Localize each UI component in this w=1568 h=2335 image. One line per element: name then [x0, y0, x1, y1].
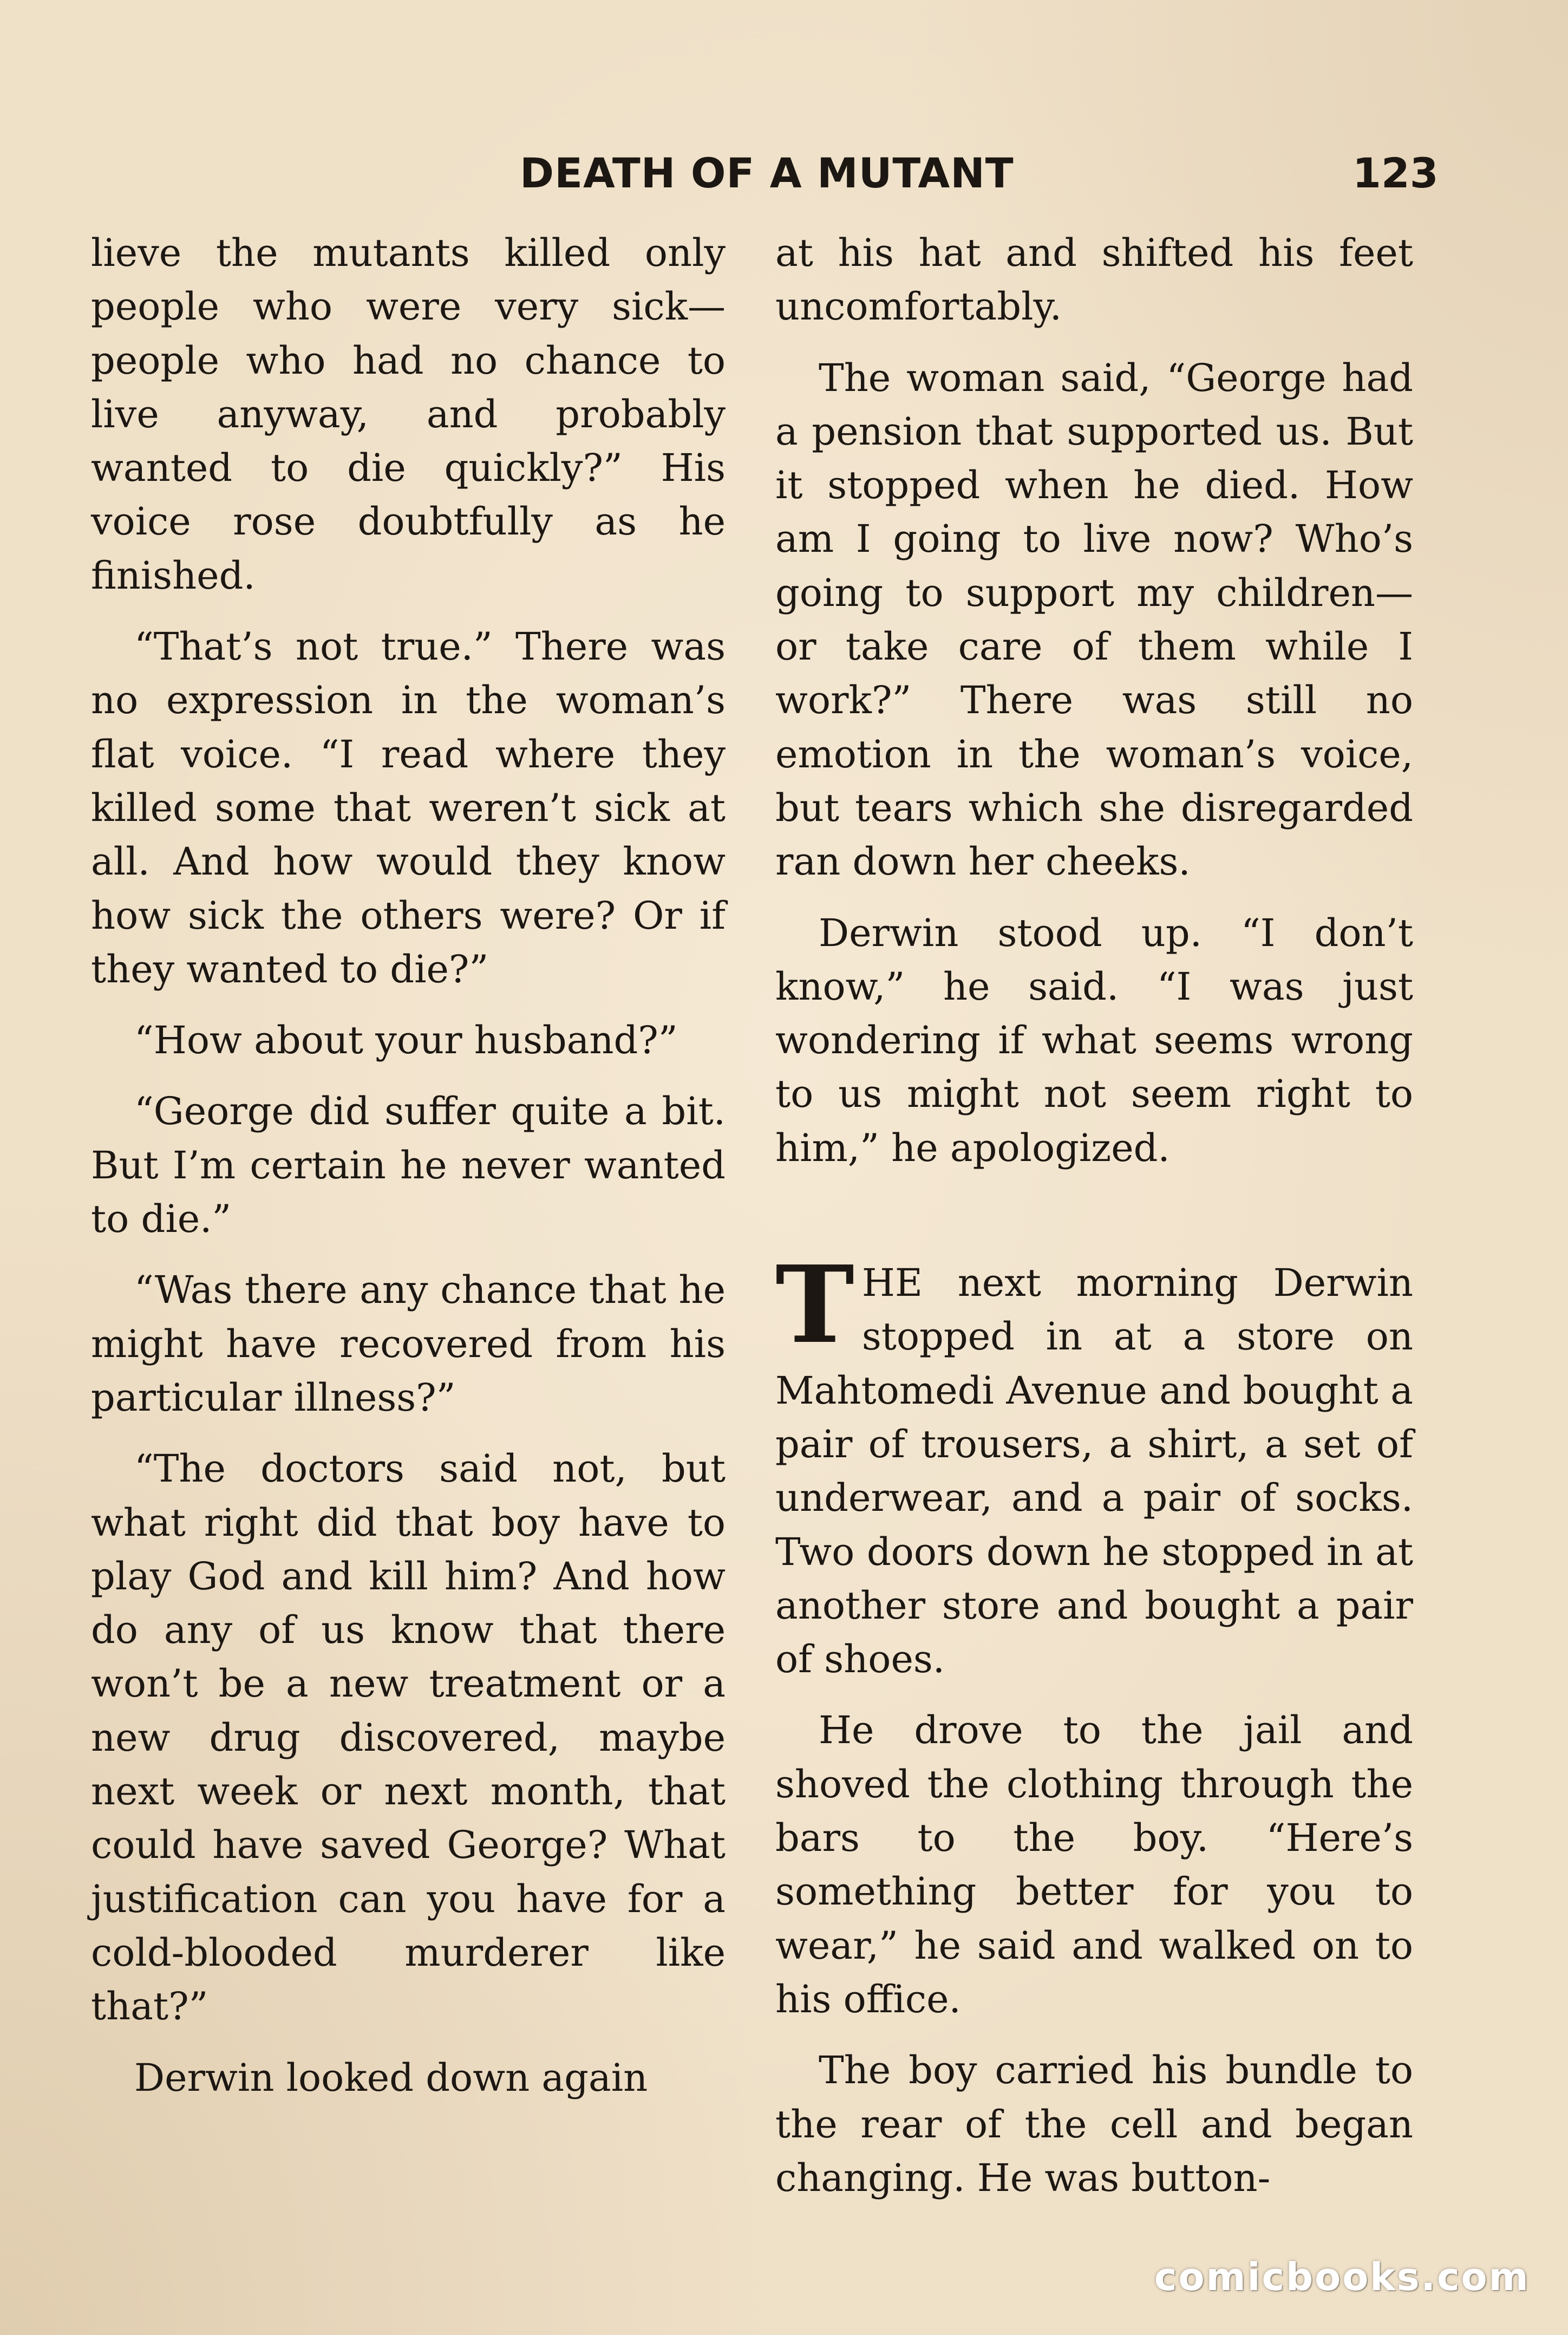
paragraph: at his hat and shifted his feet uncomfortably. [775, 231, 1413, 329]
paragraph: “Was there any chance that he might have recovered from his particular illness?” [91, 1268, 726, 1420]
drop-cap-letter: T [775, 1243, 854, 1368]
paragraph: “The doctors said not, but what right did that boy have to play God and kill him? And how do any of us know that there won’t be a new treatment or a new drug discovered, maybe next week or next month, that could have saved George? What justification can you have for a cold-blooded murderer like that?” [91, 1446, 726, 2029]
running-head-title: DEATH OF A MUTANT [520, 149, 1014, 197]
page-number: 123 [1353, 149, 1439, 197]
paragraph: “How about your husband?” [134, 1018, 678, 1063]
paragraph: “That’s not true.” There was no expression in the woman’s flat voice. “I read where they killed some that weren’t sick at all. And how would they know how sick the others were? Or if they wanted to die?” [91, 624, 726, 992]
site-watermark: comicbooks.com [1154, 2255, 1530, 2299]
paragraph: “George did suffer quite a bit. But I’m certain he never wanted to die.” [91, 1089, 726, 1242]
paragraph: The woman said, “George had a pension that supported us. But it stopped when he died. How am I going to live now? Who’s going to support my children—or take care of them while I work?” There was still no emotion in the woman’s voice, but tears which she disregarded ran down her cheeks. [775, 355, 1413, 884]
left-text-column [91, 226, 726, 2122]
paragraph: He drove to the jail and shoved the clothing through the bars to the boy. “Here’s something better for you to wear,” he said and walked on to his office. [775, 1708, 1413, 2021]
right-text-column [775, 226, 1413, 2222]
section-opening-text: HE next morning Derwin stopped in at a store on Mahtomedi Avenue and bought a pair of trousers, a shirt, a set of underwear, and a pair of socks. Two doors down he stopped in at another store and bought a pair of shoes. [775, 1261, 1413, 1682]
paragraph: Derwin looked down again [134, 2055, 648, 2100]
paragraph: The boy carried his bundle to the rear of the cell and began changing. He was button- [775, 2048, 1413, 2200]
paragraph: lieve the mutants killed only people who were very sick—people who had no chance to live anyway, and probably wanted to die quickly?” His voice rose doubtfully as he finished. [91, 231, 726, 598]
paragraph: Derwin stood up. “I don’t know,” he said. “I was just wondering if what seems wrong to us might not seem right to him,” he apologized. [775, 910, 1413, 1170]
section-opening-paragraph [775, 1243, 1413, 1686]
